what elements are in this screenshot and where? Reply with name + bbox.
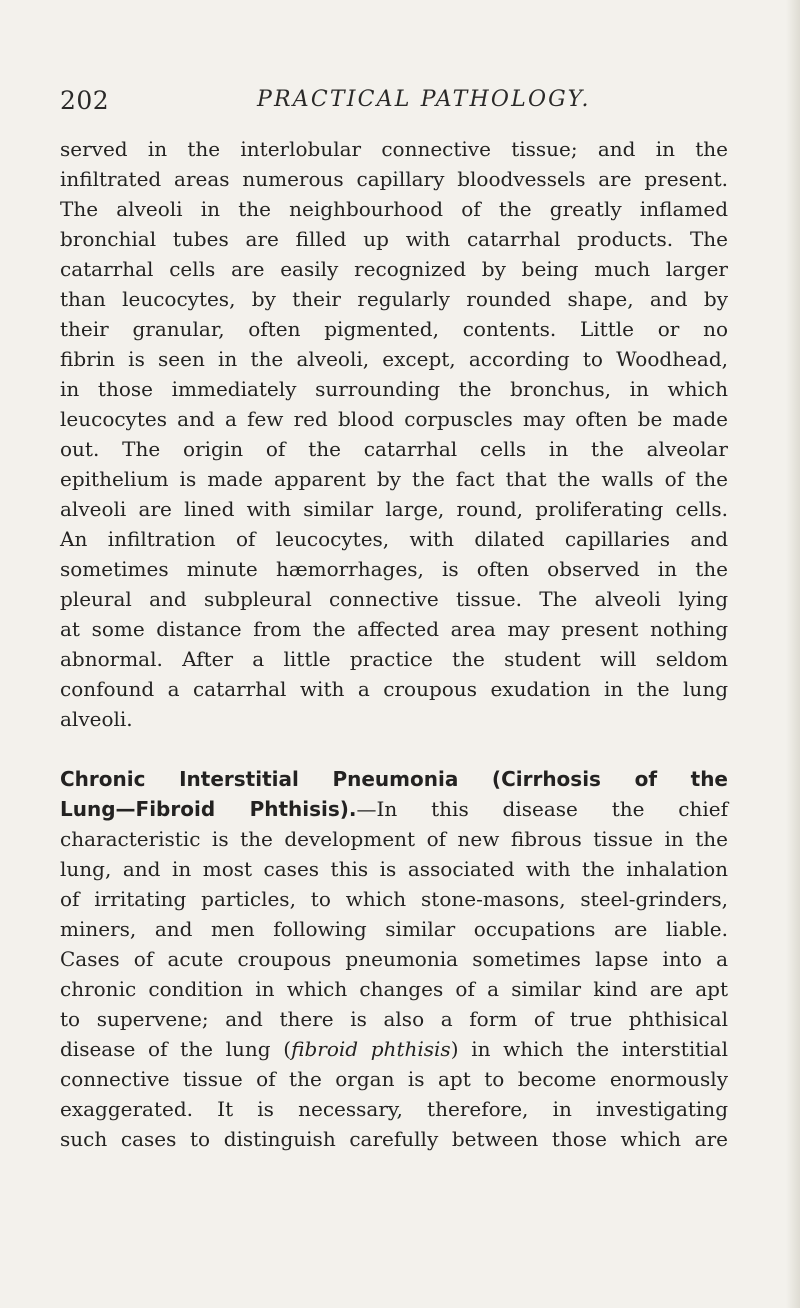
text-line: of irritating particles, to which stone-masons, steel-grinders, (60, 887, 728, 911)
text-line: exaggerated. It is necessary, therefore, in investigating (60, 1097, 728, 1121)
text-line: connective tissue of the organ is apt to become enormously (60, 1067, 728, 1091)
section-heading-line (60, 794, 728, 824)
text-line: sometimes minute hæmorrhages, is often observed in the (60, 557, 728, 581)
text-line: characteristic is the development of new fibrous tissue in the (60, 827, 728, 851)
text-line: at some distance from the affected area may present nothing (60, 617, 728, 641)
text-line: fibrin is seen in the alveoli, except, according to Woodhead, (60, 347, 728, 371)
body-text (60, 134, 728, 1154)
text-line: out. The origin of the catarrhal cells in the alveolar (60, 437, 728, 461)
paragraph-gap (60, 734, 728, 764)
text-line: Cases of acute croupous pneumonia sometimes lapse into a (60, 947, 728, 971)
page-edge-shadow (786, 0, 800, 1308)
text-line: confound a catarrhal with a croupous exudation in the lung (60, 677, 728, 701)
text-line: such cases to distinguish carefully between those which are (60, 1127, 728, 1151)
section-intro-text: —In this disease the chief (356, 797, 728, 821)
text-line: their granular, often pigmented, contents. Little or no (60, 317, 728, 341)
page-header (60, 86, 720, 116)
text-line: lung, and in most cases this is associated with the inhalation (60, 857, 728, 881)
paragraph-1 (60, 134, 728, 734)
running-head: PRACTICAL PATHOLOGY. (257, 87, 591, 112)
text-line: infiltrated areas numerous capillary bloodvessels are present. (60, 167, 728, 191)
text-line: abnormal. After a little practice the student will seldom (60, 647, 728, 671)
text-line: served in the interlobular connective tissue; and in the (60, 137, 728, 161)
text-line: chronic condition in which changes of a similar kind are apt (60, 977, 728, 1001)
text-line: bronchial tubes are filled up with catarrhal products. The (60, 227, 728, 251)
section-heading-continued: Lung—Fibroid Phthisis). (60, 797, 357, 821)
text-line: alveoli are lined with similar large, round, proliferating cells. (60, 497, 728, 521)
text-line: to supervene; and there is also a form of true phthisical (60, 1007, 728, 1031)
text-line: The alveoli in the neighbourhood of the greatly inflamed (60, 197, 728, 221)
text-line: miners, and men following similar occupations are liable. (60, 917, 728, 941)
italic-term: fibroid phthisis (291, 1037, 451, 1061)
text-line: in those immediately surrounding the bronchus, in which (60, 377, 728, 401)
text-line: pleural and subpleural connective tissue. The alveoli lying (60, 587, 728, 611)
section-heading: Chronic Interstitial Pneumonia (Cirrhosis of the (60, 767, 728, 791)
text-line: alveoli. (60, 707, 133, 731)
text-line: epithelium is made apparent by the fact that the walls of the (60, 467, 728, 491)
text-line: catarrhal cells are easily recognized by being much larger (60, 257, 728, 281)
text-line: An infiltration of leucocytes, with dilated capillaries and (60, 527, 728, 551)
text-fragment: ) in which the interstitial (450, 1037, 728, 1061)
page-number: 202 (60, 86, 110, 115)
text-fragment: disease of the lung ( (60, 1037, 292, 1061)
section-chronic-interstitial-pneumonia (60, 764, 728, 1154)
section-heading-line (60, 764, 728, 794)
text-line-with-italic (60, 1034, 728, 1064)
text-line: than leucocytes, by their regularly rounded shape, and by (60, 287, 728, 311)
text-line: leucocytes and a few red blood corpuscles may often be made (60, 407, 728, 431)
